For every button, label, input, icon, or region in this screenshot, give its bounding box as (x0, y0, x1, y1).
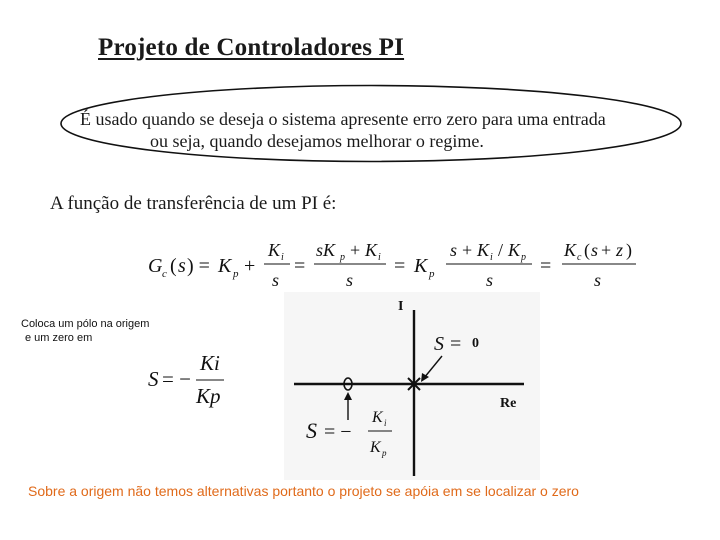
svg-text:=: = (540, 255, 552, 277)
bottom-note: Sobre a origem não temos alternativas portanto o projeto se apóia em se localizar o zero (28, 483, 579, 499)
svg-text:K: K (218, 255, 232, 277)
svg-text:K: K (477, 240, 490, 260)
svg-text:sK: sK (316, 240, 336, 260)
svg-text:c: c (162, 268, 167, 280)
svg-text:=: = (394, 255, 406, 277)
svg-text:0: 0 (472, 336, 479, 351)
svg-text:s: s (178, 255, 186, 277)
svg-text:/: / (498, 240, 504, 260)
svg-text:) =: ) = (187, 255, 210, 277)
svg-text:p: p (233, 268, 239, 280)
svg-text:Kp: Kp (196, 384, 221, 408)
svg-text:+: + (244, 255, 256, 277)
svg-text:+: + (350, 240, 361, 260)
svg-text:= −: = − (324, 421, 352, 443)
svg-text:c: c (577, 252, 582, 263)
svg-text:i: i (490, 252, 493, 263)
formula-term-4 (562, 240, 636, 290)
real-axis-label: Re (500, 396, 517, 411)
svg-text:z: z (616, 240, 624, 260)
svg-text:p: p (521, 252, 526, 263)
svg-text:K: K (370, 439, 381, 456)
transfer-function-heading: A função de transferência de um PI é: (50, 193, 337, 214)
formula-term-3 (413, 240, 532, 290)
svg-text:Ki: Ki (200, 351, 220, 375)
svg-text:K: K (414, 255, 428, 277)
svg-text:i: i (378, 252, 381, 263)
svg-text:K: K (564, 240, 577, 260)
s-plane-diagram (284, 292, 540, 480)
svg-text:S: S (434, 333, 444, 355)
formula-term-2 (314, 240, 386, 290)
formula-gc: G (148, 255, 163, 277)
intro-line-1: É usado quando se deseja o sistema apresente erro zero para uma entrada (80, 109, 606, 129)
svg-text:=: = (294, 255, 306, 277)
note-line-2: e um zero em (25, 332, 93, 344)
svg-text:s: s (450, 240, 458, 260)
slide-title: Projeto de Controladores PI (98, 34, 405, 61)
svg-text:s: s (486, 270, 494, 290)
transfer-function-formula (140, 232, 660, 294)
svg-text:(: ( (584, 240, 590, 260)
zero-location-formula (140, 350, 240, 412)
svg-text:p: p (429, 268, 435, 280)
svg-text:(: ( (170, 255, 177, 277)
svg-text:i: i (384, 418, 387, 428)
svg-text:K: K (268, 240, 281, 260)
svg-text:p: p (382, 448, 387, 458)
note-line-1: Coloca um pólo na origem (21, 318, 150, 330)
svg-text:K: K (365, 240, 378, 260)
svg-text:=: = (450, 333, 462, 355)
svg-text:S: S (306, 418, 317, 443)
svg-text:K: K (508, 240, 521, 260)
svg-text:S: S (148, 367, 159, 391)
svg-text:p: p (340, 252, 345, 263)
svg-text:s: s (591, 240, 599, 260)
svg-text:= −: = − (162, 367, 191, 391)
svg-text:+: + (462, 240, 473, 260)
svg-text:s: s (594, 270, 602, 290)
svg-text:+: + (601, 240, 612, 260)
svg-text:i: i (281, 252, 284, 263)
svg-text:s: s (346, 270, 354, 290)
svg-text:K: K (372, 409, 383, 426)
intro-line-2: ou seja, quando desejamos melhorar o regime. (150, 131, 484, 151)
svg-text:): ) (626, 240, 632, 260)
svg-text:s: s (272, 270, 280, 290)
imaginary-axis-label: I (398, 299, 404, 314)
